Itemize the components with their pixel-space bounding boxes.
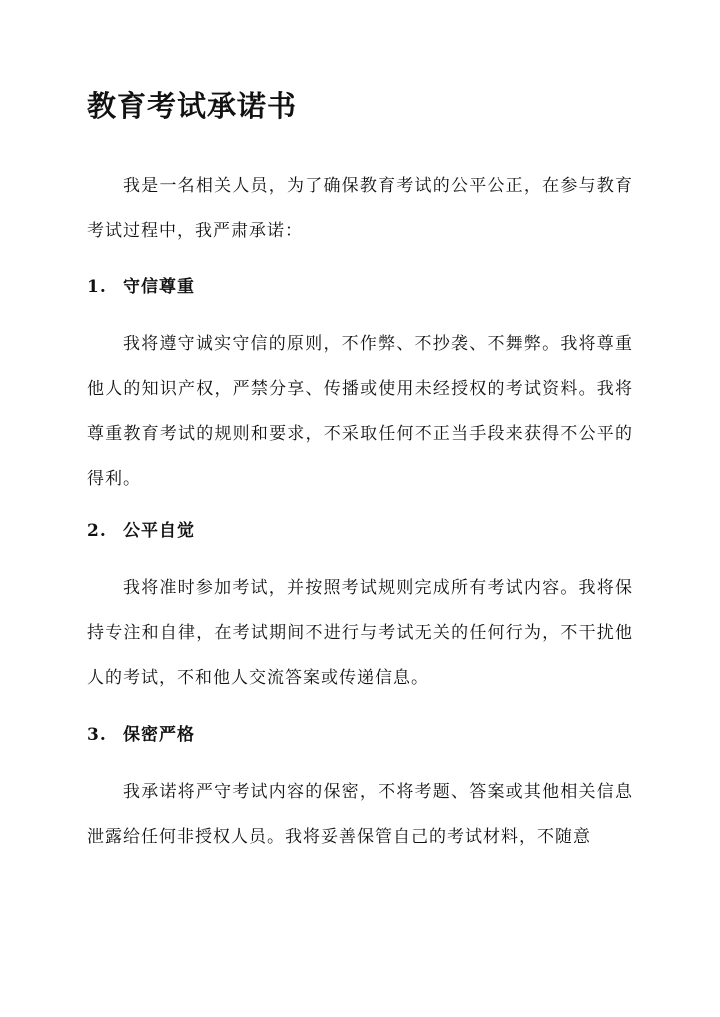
section-heading-text: 公平自觉 xyxy=(123,521,195,541)
section-heading-text: 守信尊重 xyxy=(123,277,195,297)
section-number: 1. xyxy=(87,277,107,297)
section-body-1: 我将遵守诚实守信的原则，不作弊、不抄袭、不舞弊。我将尊重他人的知识产权，严禁分享、传播或使用未经授权的考试资料。我将尊重教育考试的规则和要求，不采取任何不正当手段来获得不公平的得利。 xyxy=(87,334,633,489)
section-body-3: 我承诺将严守考试内容的保密，不将考题、答案或其他相关信息泄露给任何非授权人员。我将妥善保管自己的考试材料，不随意 xyxy=(87,782,633,847)
section-number: 3. xyxy=(87,725,107,745)
document-title: 教育考试承诺书 xyxy=(87,89,298,123)
section-heading-1 xyxy=(87,272,633,302)
intro-paragraph: 我是一名相关人员，为了确保教育考试的公平公正，在参与教育考试过程中，我严肃承诺： xyxy=(87,176,633,241)
section-heading-text: 保密严格 xyxy=(123,725,195,745)
section-heading-2 xyxy=(87,516,633,546)
section-heading-3 xyxy=(87,720,633,750)
section-number: 2. xyxy=(87,521,107,541)
section-body-2: 我将准时参加考试，并按照考试规则完成所有考试内容。我将保持专注和自律，在考试期间不进行与考试无关的任何行为，不干扰他人的考试，不和他人交流答案或传递信息。 xyxy=(87,578,633,688)
